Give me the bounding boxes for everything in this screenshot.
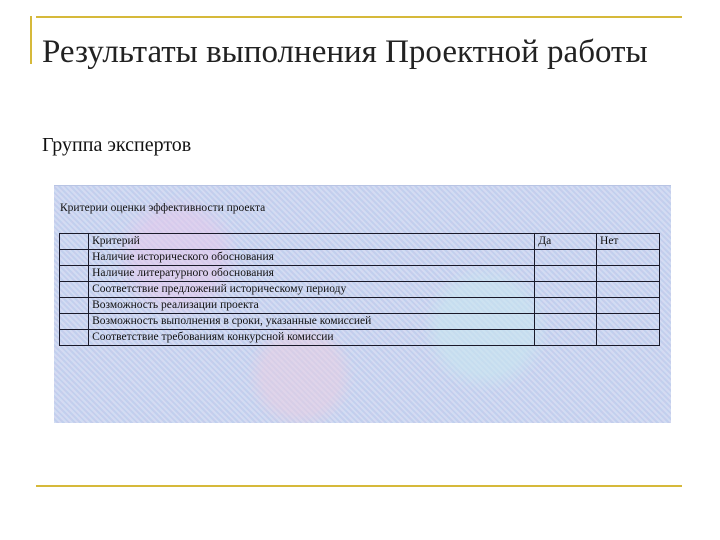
yes-cell: [535, 298, 597, 314]
row-number-cell: [60, 298, 89, 314]
no-cell: [597, 250, 660, 266]
slide-subtitle: Группа экспертов: [42, 134, 192, 156]
header-yes: Да: [535, 234, 597, 250]
table-row: [60, 282, 660, 298]
header-number-cell: [60, 234, 89, 250]
bottom-decorative-rule: [36, 485, 682, 487]
table-caption: Критерии оценки эффективности проекта: [60, 202, 266, 214]
criterion-cell: Возможность реализации проекта: [89, 298, 535, 314]
header-no: Нет: [597, 234, 660, 250]
no-cell: [597, 330, 660, 346]
table-header-row: [60, 234, 660, 250]
no-cell: [597, 266, 660, 282]
table-row: [60, 298, 660, 314]
criteria-table: [59, 233, 660, 346]
criteria-panel: [54, 185, 671, 423]
left-decorative-rule: [30, 16, 32, 64]
yes-cell: [535, 330, 597, 346]
table-row: [60, 314, 660, 330]
no-cell: [597, 282, 660, 298]
yes-cell: [535, 266, 597, 282]
criterion-cell: Наличие литературного обоснования: [89, 266, 535, 282]
row-number-cell: [60, 330, 89, 346]
yes-cell: [535, 314, 597, 330]
criterion-cell: Возможность выполнения в сроки, указанные комиссией: [89, 314, 535, 330]
yes-cell: [535, 282, 597, 298]
header-criterion: Критерий: [89, 234, 535, 250]
row-number-cell: [60, 282, 89, 298]
slide-title: Результаты выполнения Проектной работы: [42, 34, 648, 70]
no-cell: [597, 298, 660, 314]
criterion-cell: Соответствие требованиям конкурсной комиссии: [89, 330, 535, 346]
yes-cell: [535, 250, 597, 266]
row-number-cell: [60, 266, 89, 282]
top-decorative-rule: [36, 16, 682, 18]
criterion-cell: Наличие исторического обоснования: [89, 250, 535, 266]
criterion-cell: Соответствие предложений историческому периоду: [89, 282, 535, 298]
table-row: [60, 250, 660, 266]
no-cell: [597, 314, 660, 330]
table-row: [60, 266, 660, 282]
table-row: [60, 330, 660, 346]
row-number-cell: [60, 250, 89, 266]
row-number-cell: [60, 314, 89, 330]
